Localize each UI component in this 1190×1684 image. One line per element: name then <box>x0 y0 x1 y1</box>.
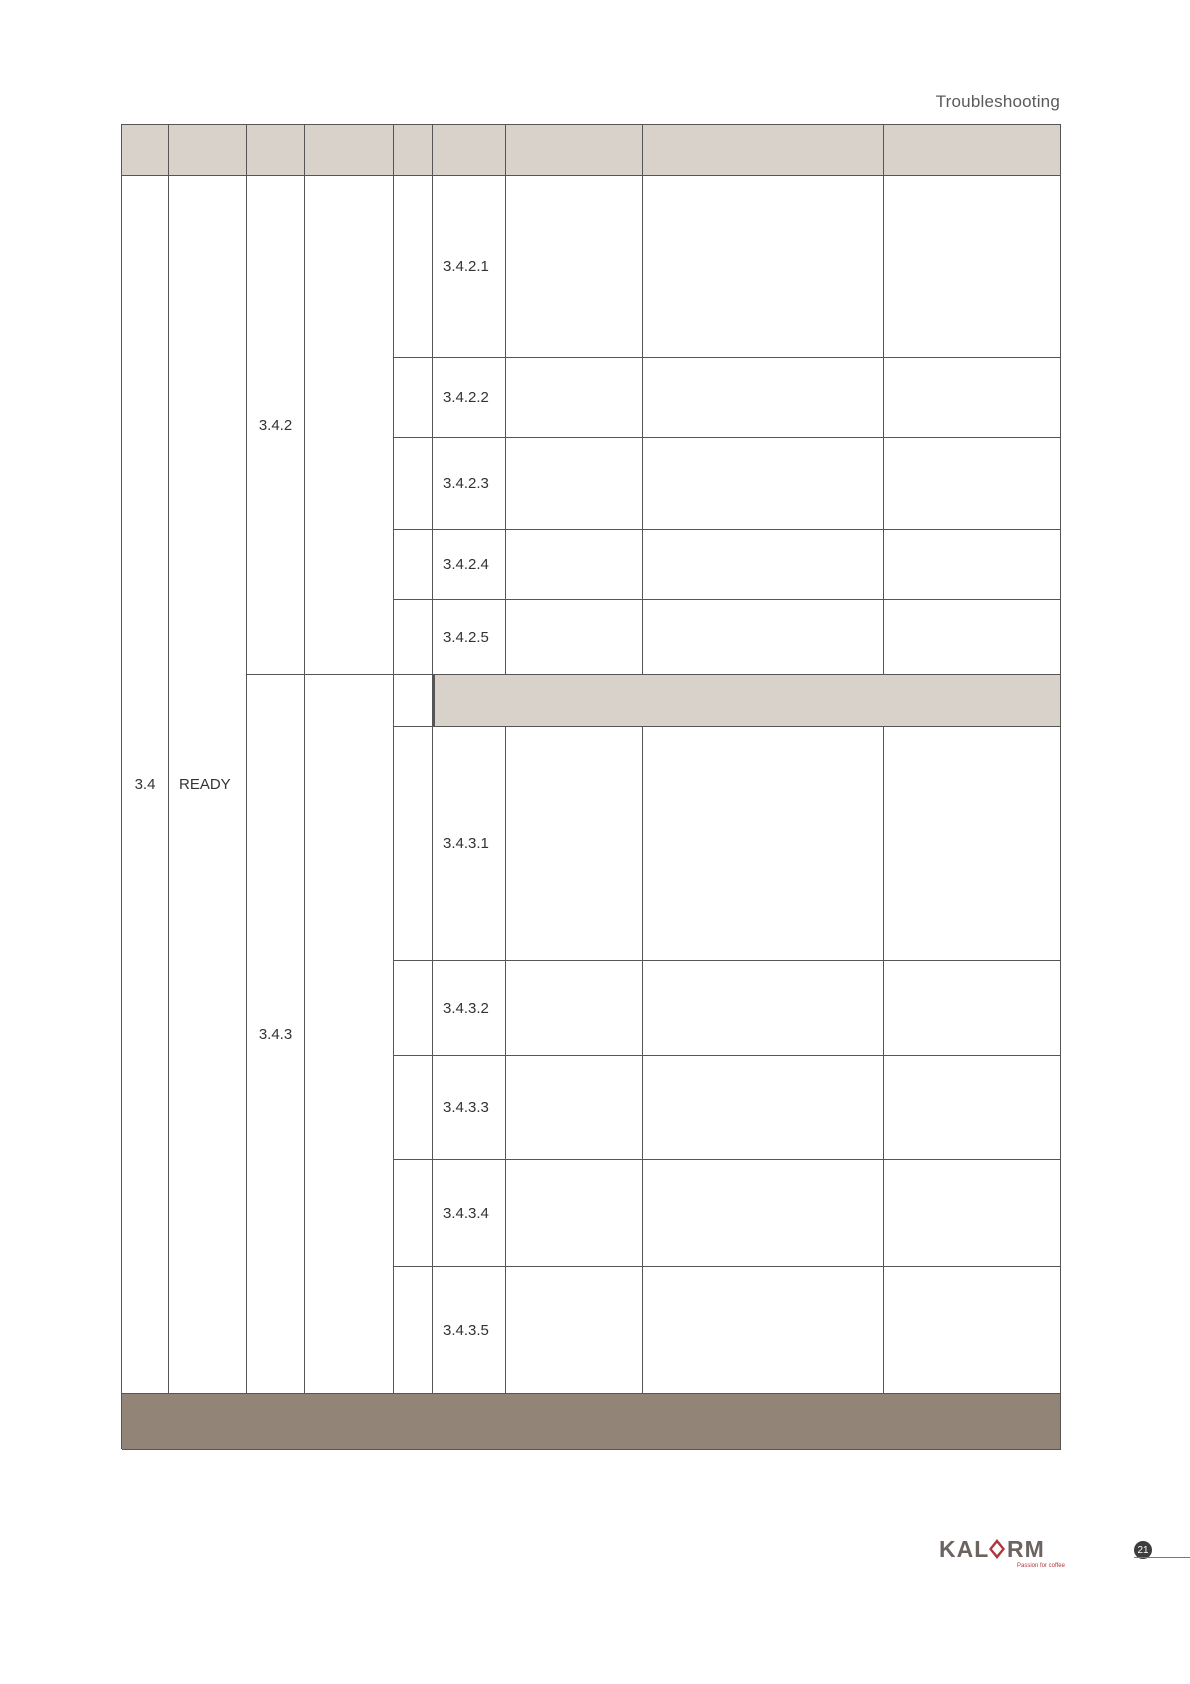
kalerm-logo-icon <box>939 1537 1061 1561</box>
header-cell <box>247 125 305 176</box>
item-code: 3.4.3.4 <box>433 1160 506 1267</box>
sub-group-code: 3.4.2 <box>247 176 305 675</box>
row-marker <box>394 438 433 530</box>
item-cell <box>884 1160 1061 1267</box>
header-cell <box>433 125 506 176</box>
row-marker <box>394 176 433 358</box>
item-cell <box>643 1160 884 1267</box>
header-cell <box>122 125 169 176</box>
item-cell <box>643 961 884 1056</box>
item-code: 3.4.2.2 <box>433 358 506 438</box>
sub-section-band <box>433 675 1061 727</box>
item-cell <box>884 358 1061 438</box>
page-number-rule <box>1134 1557 1190 1558</box>
page-number: 21 <box>1134 1541 1152 1559</box>
troubleshooting-table <box>121 124 1061 1449</box>
item-code: 3.4.2.3 <box>433 438 506 530</box>
item-cell <box>884 438 1061 530</box>
brand-logo <box>939 1537 1065 1569</box>
row-marker <box>394 1160 433 1267</box>
item-code: 3.4.3.2 <box>433 961 506 1056</box>
item-cell <box>506 961 643 1056</box>
sub-group-code: 3.4.3 <box>247 675 305 1394</box>
item-cell <box>506 727 643 961</box>
brand-tagline: Passion for coffee <box>1017 1563 1065 1569</box>
row-marker <box>394 530 433 600</box>
item-cell <box>643 530 884 600</box>
item-code: 3.4.2.1 <box>433 176 506 358</box>
item-cell <box>884 1267 1061 1394</box>
item-code: 3.4.3.1 <box>433 727 506 961</box>
item-cell <box>884 961 1061 1056</box>
item-cell <box>506 1056 643 1160</box>
item-cell <box>884 530 1061 600</box>
header-cell <box>643 125 884 176</box>
table-footer-band <box>122 1394 1061 1450</box>
item-cell <box>506 600 643 675</box>
row-marker <box>394 1267 433 1394</box>
item-code: 3.4.3.5 <box>433 1267 506 1394</box>
row-marker <box>394 727 433 961</box>
item-cell <box>884 176 1061 358</box>
item-cell <box>884 727 1061 961</box>
item-cell <box>643 438 884 530</box>
header-cell <box>394 125 433 176</box>
item-cell <box>506 530 643 600</box>
item-cell <box>643 358 884 438</box>
item-cell <box>506 358 643 438</box>
sub-group-description <box>305 675 394 1394</box>
header-cell <box>506 125 643 176</box>
item-code: 3.4.2.4 <box>433 530 506 600</box>
item-cell <box>506 1267 643 1394</box>
group-code: 3.4 <box>122 176 169 1394</box>
group-label: READY <box>169 176 247 1394</box>
item-cell <box>884 600 1061 675</box>
header-cell <box>169 125 247 176</box>
header-cell <box>305 125 394 176</box>
page-section-title: Troubleshooting <box>935 92 1060 111</box>
item-cell <box>643 600 884 675</box>
item-cell <box>643 1267 884 1394</box>
svg-text:KAL: KAL <box>939 1537 990 1561</box>
item-cell <box>506 1160 643 1267</box>
item-code: 3.4.2.5 <box>433 600 506 675</box>
page-footer <box>0 1525 1190 1595</box>
item-code: 3.4.3.3 <box>433 1056 506 1160</box>
item-cell <box>643 176 884 358</box>
header-cell <box>884 125 1061 176</box>
item-cell <box>884 1056 1061 1160</box>
item-cell <box>643 727 884 961</box>
sub-group-description <box>305 176 394 675</box>
item-cell <box>643 1056 884 1160</box>
svg-text:RM: RM <box>1007 1537 1045 1561</box>
row-marker <box>394 675 433 727</box>
row-marker <box>394 1056 433 1160</box>
row-marker <box>394 961 433 1056</box>
item-cell <box>506 438 643 530</box>
row-marker <box>394 600 433 675</box>
row-marker <box>394 358 433 438</box>
item-cell <box>506 176 643 358</box>
